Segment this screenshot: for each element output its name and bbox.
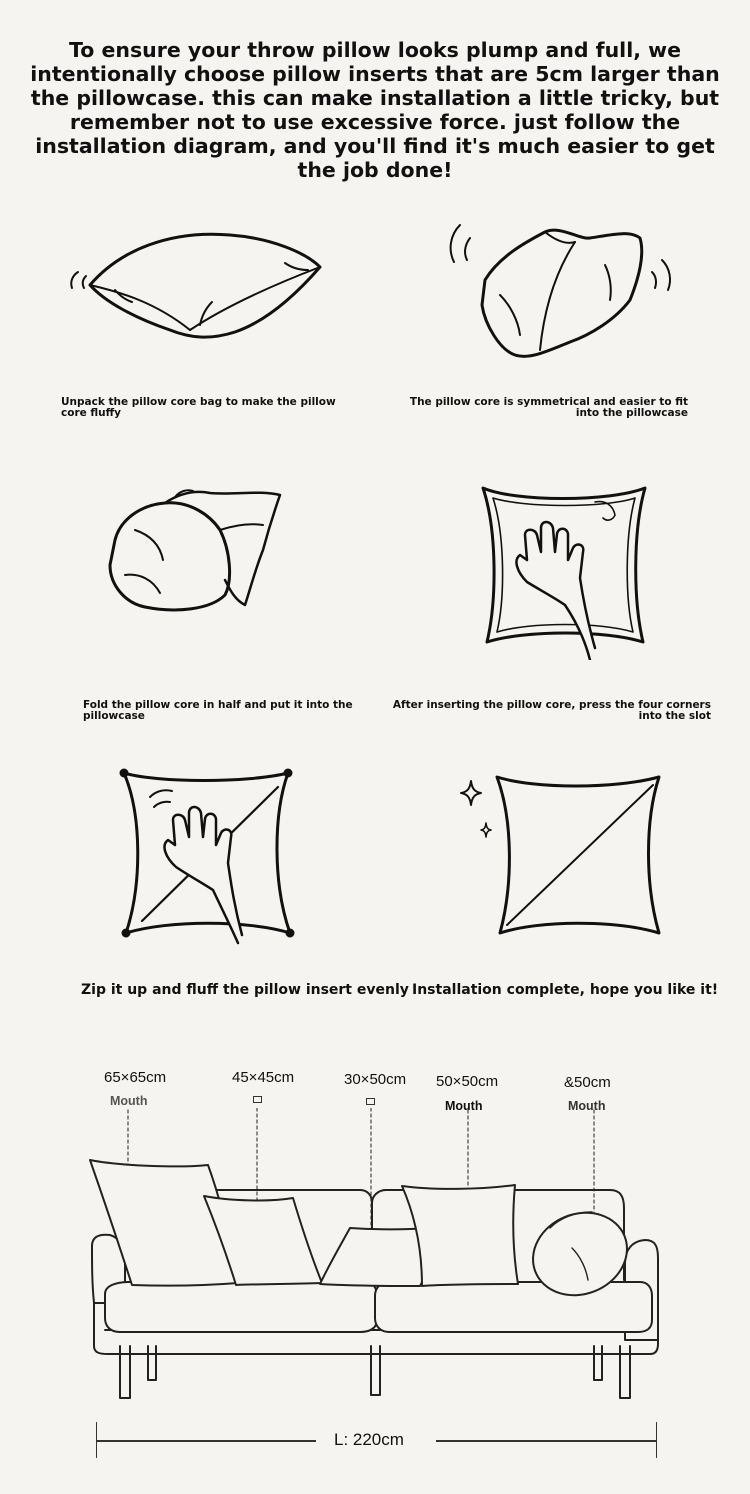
marker-square-icon: [366, 1098, 375, 1105]
step-caption: After inserting the pillow core, press the four corners into the slot: [392, 699, 711, 722]
step-caption: The pillow core is symmetrical and easier to fit into the pillowcase: [409, 396, 688, 419]
length-label: L: 220cm: [334, 1430, 404, 1449]
step-caption: Fold the pillow core in half and put it into the pillowcase: [83, 699, 353, 722]
size-label: 50×50cm: [436, 1073, 499, 1090]
sofa-icon: [80, 1108, 670, 1403]
size-label: 65×65cm: [104, 1069, 167, 1086]
dimension-line: [96, 1440, 316, 1442]
intro-text: To ensure your throw pillow looks plump and full, we intentionally choose pillow inserts that are 5cm larger than the pillowcase. this can make installation a little tricky, but remember not to use excessive force. just follow the installation diagram, and you'll find it's much easier to get the job done!: [30, 38, 720, 182]
pillow-core-shaking-icon: [440, 210, 690, 370]
pillow-core-icon: [60, 220, 340, 350]
fluff-pillow-icon: [118, 765, 298, 945]
step-caption: Unpack the pillow core bag to make the pillow core fluffy: [61, 396, 336, 419]
mouth-label: Mouth: [110, 1094, 148, 1108]
press-corners-icon: [475, 480, 655, 660]
size-label: 45×45cm: [232, 1069, 295, 1086]
marker-square-icon: [253, 1096, 262, 1103]
step-caption: Installation complete, hope you like it!: [412, 982, 719, 998]
mouth-label: Mouth: [445, 1099, 483, 1113]
dimension-line: [656, 1422, 657, 1458]
size-label: &50cm: [564, 1074, 611, 1091]
mouth-label: Mouth: [568, 1099, 606, 1113]
dimension-line: [436, 1440, 656, 1442]
size-label: 30×50cm: [344, 1071, 407, 1088]
finished-pillow-icon: [455, 765, 670, 940]
step-caption: Zip it up and fluff the pillow insert evenly: [81, 982, 409, 998]
fold-pillow-icon: [95, 485, 295, 615]
